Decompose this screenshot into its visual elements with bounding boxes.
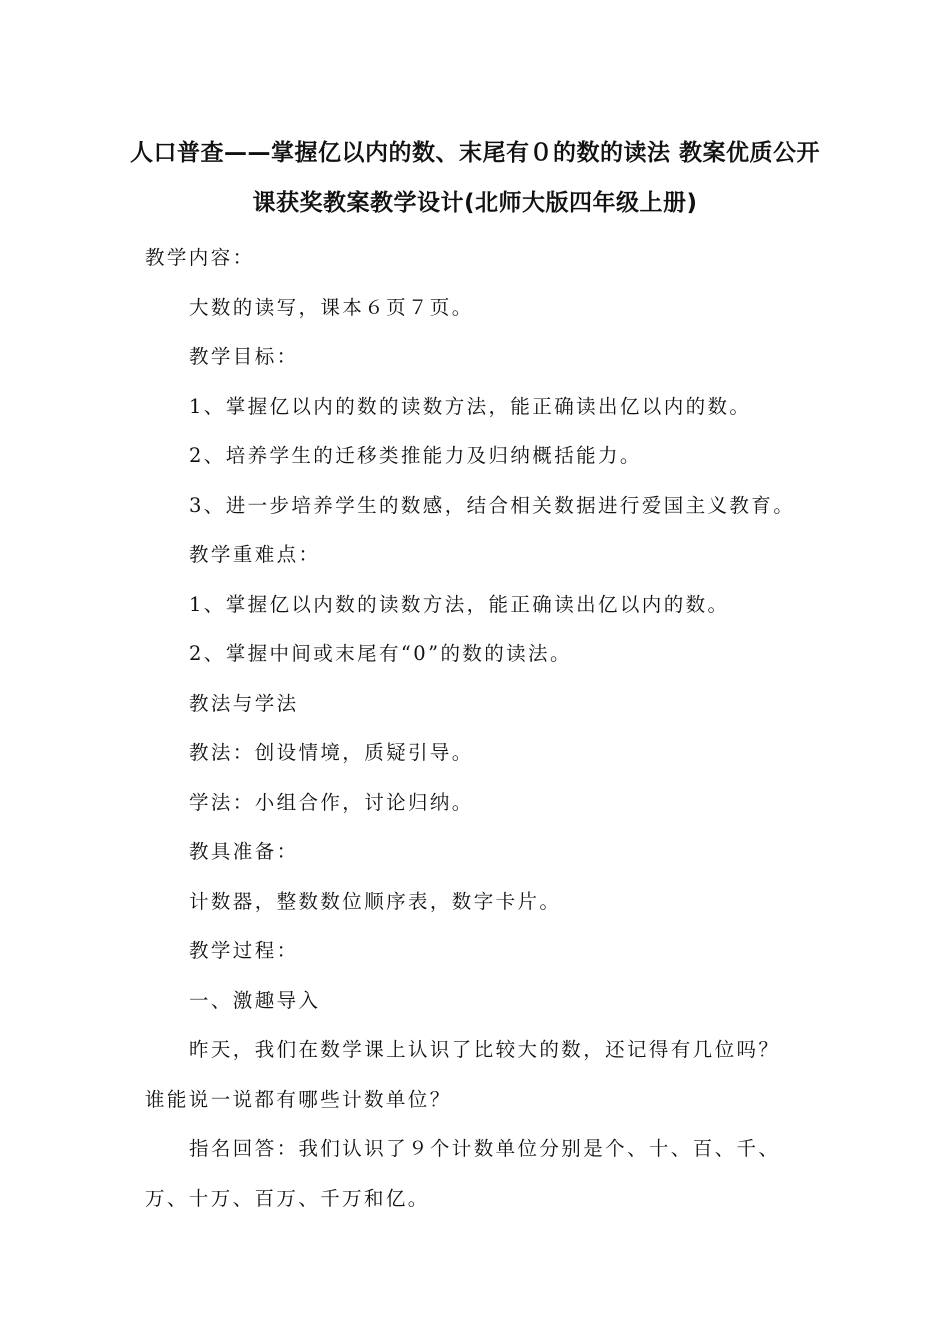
paragraph: 一、激趣导入 xyxy=(189,988,321,1012)
paragraph: 指名回答：我们认识了９个计数单位分别是个、十、百、千、 xyxy=(189,1137,781,1160)
paragraph: 教学重难点： xyxy=(189,543,321,566)
title-line-1: 人口普查——掌握亿以内的数、末尾有０的数的读法 教案优质公开 xyxy=(129,140,820,166)
paragraph: 1、掌握亿以内数的读数方法，能正确读出亿以内的数。 xyxy=(189,592,730,616)
paragraph: 教学过程： xyxy=(189,939,299,962)
title-line-2: 课获奖教案教学设计(北师大版四年级上册) xyxy=(252,190,698,216)
paragraph: 3、进一步培养学生的数感，结合相关数据进行爱国主义教育。 xyxy=(189,493,796,517)
document-body xyxy=(145,233,815,1223)
paragraph: 学法：小组合作，讨论归纳。 xyxy=(189,790,474,814)
paragraph: 1、掌握亿以内的数的读数方法，能正确读出亿以内的数。 xyxy=(189,394,752,418)
paragraph-continuation: 谁能说一说都有哪些计数单位？ xyxy=(145,1087,452,1111)
paragraph: 昨天，我们在数学课上认识了比较大的数，还记得有几位吗？ xyxy=(189,1038,781,1061)
paragraph: 教法与学法 xyxy=(189,691,299,715)
paragraph: 教学目标： xyxy=(189,345,299,368)
paragraph: 教具准备： xyxy=(189,840,299,863)
paragraph: 教法：创设情境，质疑引导。 xyxy=(189,741,474,764)
paragraph: 大数的读写，课本６页７页。 xyxy=(189,295,474,319)
paragraph: 2、培养学生的迁移类推能力及归纳概括能力。 xyxy=(189,444,642,467)
paragraph-section-heading: 教学内容： xyxy=(145,246,255,269)
paragraph-continuation: 万、十万、百万、千万和亿。 xyxy=(145,1186,430,1210)
document-title xyxy=(0,128,950,228)
paragraph: 2、掌握中间或末尾有“0”的数的读法。 xyxy=(189,642,572,665)
paragraph: 计数器，整数数位顺序表，数字卡片。 xyxy=(189,889,562,913)
